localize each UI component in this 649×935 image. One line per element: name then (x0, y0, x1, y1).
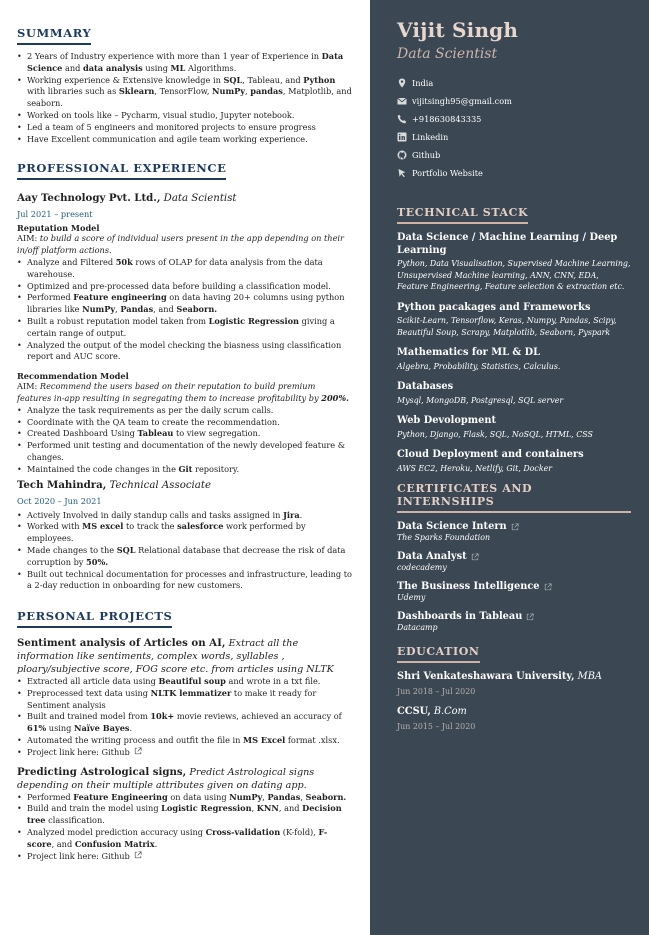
project-bullets (17, 676, 352, 759)
list-item: • Analyzed the output of the model checking the biasness using classification report and AUC score. (17, 340, 352, 364)
list-item: • Project link here: Github (17, 747, 352, 759)
list-item: • Built a robust reputation model taken from Logistic Regression giving a certain range of output. (17, 316, 352, 340)
list-item: • Preprocessed text data using NLTK lemmatizer to make it ready for Sentiment analysis (17, 688, 352, 712)
list-item: • Working experience & Extensive knowledge in SQL, Tableau, and Python with libraries such as Sklearn, TensorFlow, NumPy, pandas, Matplotlib, and seaborn. (17, 75, 352, 110)
education-list (397, 671, 631, 731)
education-date: Jun 2015 – Jul 2020 (397, 722, 476, 731)
education-section (397, 640, 631, 731)
project-title: Recommendation Model (17, 371, 129, 382)
project-bullets (17, 257, 352, 363)
certs-section (397, 482, 631, 632)
projects-heading: PERSONAL PROJECTS (17, 609, 172, 628)
cert-item[interactable] (397, 521, 631, 542)
cert-item[interactable] (397, 581, 631, 602)
list-item: • Coordinate with the QA team to create the recommendation. (17, 417, 352, 429)
stack-item (397, 415, 631, 440)
summary-section (17, 22, 352, 145)
list-item: • Led a team of 5 engineers and monitored projects to ensure progress (17, 122, 352, 134)
list-item: • Worked on tools like – Pycharm, visual studio, Jupyter notebook. (17, 110, 352, 122)
list-item: • Optimized and pre-processed data before building a classification model. (17, 281, 352, 293)
stack-item-title: Databases (397, 381, 454, 392)
summary-heading: SUMMARY (17, 26, 91, 45)
contact-email[interactable]: vijitsingh95@gmail.com (397, 92, 631, 110)
experience-heading: PROFESSIONAL EXPERIENCE (17, 161, 226, 180)
job-date: Jul 2021 – present (17, 209, 93, 220)
contact-linkedin[interactable]: Linkedin (397, 128, 631, 146)
cert-list (397, 521, 631, 632)
experience-section (17, 157, 352, 592)
phone-icon (397, 114, 407, 124)
cert-issuer: Udemy (397, 593, 426, 602)
stack-heading: TECHNICAL STACK (397, 206, 528, 224)
cert-title[interactable]: Data Analyst (397, 551, 631, 562)
list-item: • Built out technical documentation for processes and infrastructure, leading to a 2-day reduction in onboarding for new customers. (17, 569, 352, 593)
cursor-pointer-icon (397, 168, 407, 178)
stack-item-detail: Python, Data Visualisation, Supervised Machine Learning, Unsupervised Machine learning, ANN, CNN, EDA, Feature Engineering, Feature selection & extraction etc. (397, 259, 631, 291)
list-item: • Analyze and Filtered 50k rows of OLAP for data analysis from the data warehouse. (17, 257, 352, 281)
list-item: • Analyze the task requirements as per the daily scrum calls. (17, 405, 352, 417)
contact-portfolio[interactable]: Portfolio Website (397, 164, 631, 182)
list-item: • Made changes to the SQL Relational database that decrease the risk of data corruption by 50%. (17, 545, 352, 569)
stack-list (397, 232, 631, 474)
project-sentiment (17, 637, 352, 759)
list-item: • Maintained the code changes in the Git repository. (17, 464, 352, 476)
job-aay (17, 192, 352, 475)
project-aim: AIM: to build a score of individual users present in the app depending on their in/off platform actions. (17, 233, 344, 256)
project-title: Reputation Model (17, 223, 100, 234)
cert-issuer: The Sparks Foundation (397, 533, 491, 542)
list-item: • Performed Feature engineering on data having 20+ columns using python libraries like NumPy, Pandas, and Seaborn. (17, 292, 352, 316)
list-item: • Extracted all article data using Beautiful soup and wrote in a txt file. (17, 676, 352, 688)
list-item: • Performed Feature Engineering on data using NumPy, Pandas, Seaborn. (17, 792, 352, 804)
education-item (397, 706, 631, 731)
stack-item-detail: Scikit-Learn, Tensorflow, Keras, Numpy, Pandas, Scipy, Beautiful Soup, Scrapy, Matplotlib, Seaborn, Pyspark (397, 316, 617, 337)
cert-item[interactable] (397, 611, 631, 632)
project-aim: AIM: Recommend the users based on their reputation to build premium features in-app resulting in segregating them to increase profitability by 200%. (17, 381, 349, 403)
list-item: • Actively Involved in daily standup calls and tasks assigned in Jira. (17, 510, 352, 522)
job-title: Aay Technology Pvt. Ltd., Data Scientist (17, 192, 237, 205)
job-title: Tech Mahindra, Technical Associate (17, 478, 212, 491)
list-item: • Analyzed model prediction accuracy using Cross-validation (K-fold), F-score, and Confusion Matrix. (17, 827, 352, 851)
cert-title[interactable]: The Business Intelligence (397, 581, 631, 592)
sidebar (370, 0, 649, 935)
summary-list (17, 51, 352, 145)
list-item: • Project link here: Github (17, 851, 352, 863)
contact-github[interactable]: Github (397, 146, 631, 164)
stack-item (397, 449, 631, 474)
list-item: • Built and trained model from 10k+ movie reviews, achieved an accuracy of 61% using Naïve Bayes. (17, 711, 352, 735)
external-link-icon (471, 553, 479, 561)
cert-title[interactable]: Dashboards in Tableau (397, 611, 631, 622)
external-link-icon (526, 613, 534, 621)
job-bullets (17, 510, 352, 593)
stack-item-title: Data Science / Machine Learning / Deep Learning (397, 232, 618, 256)
education-item (397, 671, 631, 696)
linkedin-icon (397, 132, 407, 142)
education-title: CCSU, B.Com (397, 706, 467, 717)
cert-issuer: codecademy (397, 563, 447, 572)
project-astrology (17, 766, 352, 863)
job-tech-mahindra (17, 479, 352, 593)
cert-item[interactable] (397, 551, 631, 572)
stack-item-title: Mathematics for ML & DL (397, 347, 541, 358)
list-item: • Performed unit testing and documentation of the newly developed feature & changes. (17, 440, 352, 464)
list-item: • Automated the writing process and outfit the file in MS Excel format .xlsx. (17, 735, 352, 747)
education-title: Shri Venkateshawara University, MBA (397, 671, 602, 682)
list-item: • Build and train the model using Logistic Regression, KNN, and Decision tree classification. (17, 803, 352, 827)
location-pin-icon (397, 78, 407, 88)
project-bullets (17, 405, 352, 476)
cert-issuer: Datacamp (397, 623, 438, 632)
stack-item-detail: AWS EC2, Heroku, Netlify, Git, Docker (397, 463, 553, 473)
stack-section (397, 201, 631, 474)
external-link-icon (511, 523, 519, 531)
list-item: • Have Excellent communication and agile team working experience. (17, 134, 352, 146)
stack-item (397, 347, 631, 372)
profile-name: Vijit Singh (397, 18, 519, 42)
stack-item-title: Web Devolopment (397, 415, 497, 426)
stack-item-detail: Mysql, MongoDB, Postgresql, SQL server (397, 395, 564, 405)
education-heading: EDUCATION (397, 645, 480, 663)
external-link-icon (134, 851, 142, 859)
job-date: Oct 2020 – Jun 2021 (17, 495, 102, 506)
project-title: Predicting Astrological signs, Predict Astrological signs depending on their multiple attributes given on dating app. (17, 765, 315, 791)
github-icon (397, 150, 407, 160)
envelope-icon (397, 96, 407, 106)
cert-title[interactable]: Data Science Intern (397, 521, 631, 532)
contact-location: India (397, 74, 631, 92)
list-item: • Worked with MS excel to track the salesforce work performed by employees. (17, 521, 352, 545)
certs-heading: CERTIFICATES AND INTERNSHIPS (397, 482, 631, 513)
stack-item-title: Cloud Deployment and containers (397, 449, 584, 460)
stack-item (397, 381, 631, 406)
list-item: • Created Dashboard Using Tableau to view segregation. (17, 428, 352, 440)
contact-phone[interactable]: +918630843335 (397, 110, 631, 128)
education-date: Jun 2018 – Jul 2020 (397, 687, 476, 696)
contact-list (397, 74, 631, 182)
stack-item-detail: Algebra, Probability, Statistics, Calculus. (397, 361, 561, 371)
projects-section (17, 605, 352, 862)
stack-item-title: Python pacakages and Frameworks (397, 301, 591, 313)
project-title: Sentiment analysis of Articles on AI, Extract all the information like sentiments, complex words, syllables , ploary/subjective score, FOG score etc. from articles using NLTK (17, 637, 334, 676)
external-link-icon (134, 747, 142, 755)
profile-role: Data Scientist (397, 46, 498, 62)
stack-item (397, 232, 631, 293)
external-link-icon (544, 583, 552, 591)
project-bullets (17, 792, 352, 863)
stack-item-detail: Python, Django, Flask, SQL, NoSQL, HTML, CSS (397, 429, 593, 439)
list-item: • 2 Years of Industry experience with more than 1 year of Experience in Data Science and data analysis using ML Algorithms. (17, 51, 352, 75)
stack-item (397, 302, 631, 339)
